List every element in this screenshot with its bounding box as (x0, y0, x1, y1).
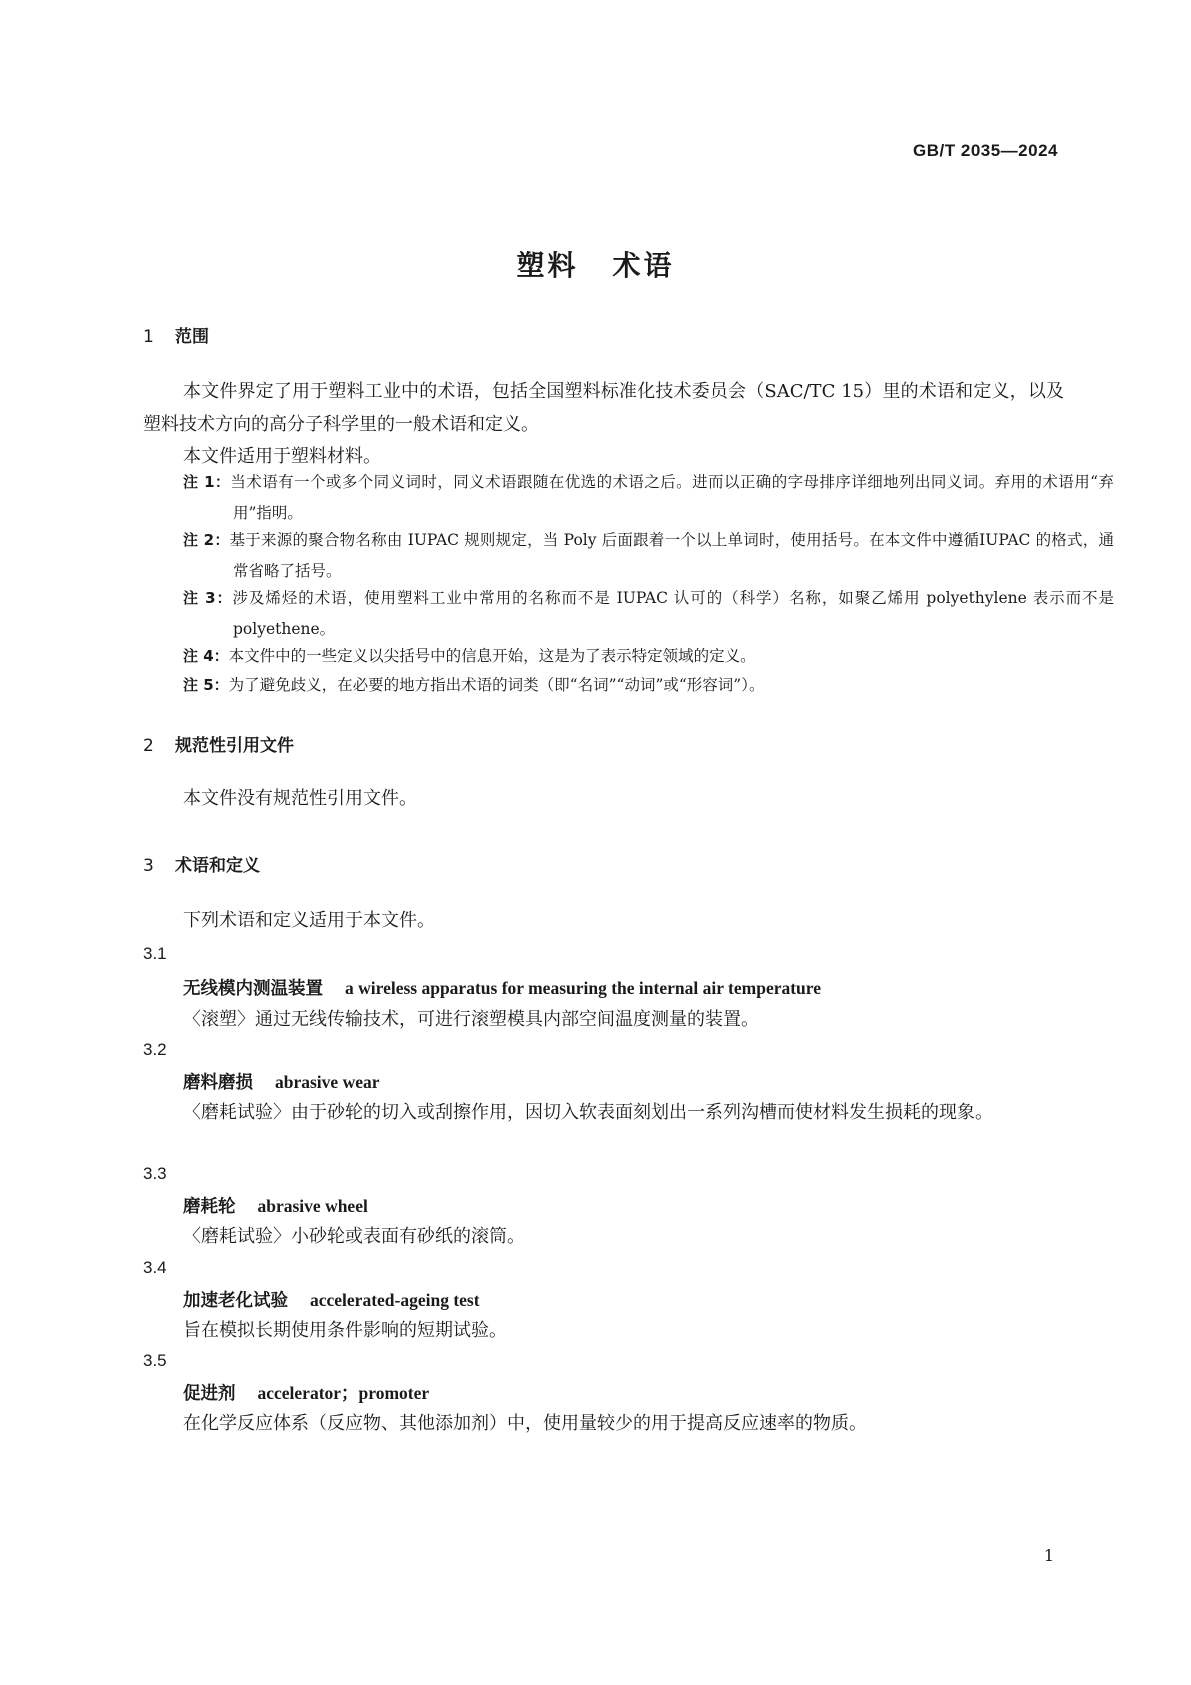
section-number: 3 (143, 856, 154, 876)
entry-number: 3.5 (143, 1351, 167, 1370)
note-text: 本文件中的一些定义以尖括号中的信息开始，这是为了表示特定领域的定义。 (228, 647, 756, 665)
note-text: 为了避免歧义，在必要的地方指出术语的词类（即“名词”“动词”或“形容词”）。 (228, 676, 765, 694)
entry-number: 3.2 (143, 1040, 167, 1059)
term-zh: 磨耗轮 (183, 1197, 236, 1217)
term (183, 1380, 429, 1405)
note-tag: 注 4： (183, 647, 229, 665)
term (183, 1287, 480, 1312)
note-text: 当术语有一个或多个同义词时，同义术语跟随在优选的术语之后。进而以正确的字母排序详细地列出同义词。弃用的术语用“弃用”指明。 (230, 473, 1114, 522)
note-1 (183, 467, 1114, 529)
term-definition: 〈磨耗试验〉由于砂轮的切入或刮擦作用，因切入软表面刻划出一系列沟槽而使材料发生损耗的现象。 (183, 1102, 993, 1123)
term-definition: 〈滚塑〉通过无线传输技术，可进行滚塑模具内部空间温度测量的装置。 (183, 1009, 759, 1030)
section-title: 范围 (175, 327, 209, 347)
term-zh: 无线模内测温装置 (183, 979, 323, 999)
section-heading-terms (143, 851, 260, 876)
note-2 (183, 525, 1114, 587)
terms-intro: 下列术语和定义适用于本文件。 (183, 910, 435, 931)
entry-number: 3.4 (143, 1258, 167, 1277)
note-4 (183, 641, 1114, 672)
note-tag: 注 2： (183, 531, 230, 549)
note-tag: 注 3： (183, 589, 233, 607)
section-title: 规范性引用文件 (175, 736, 294, 756)
term-zh: 磨料磨损 (183, 1073, 253, 1093)
term-zh: 加速老化试验 (183, 1291, 288, 1311)
section-heading-normative-references (143, 731, 294, 756)
term-en: abrasive wear (275, 1072, 380, 1092)
note-3 (183, 583, 1114, 645)
section-heading-scope (143, 322, 209, 347)
term-en: accelerator；promoter (257, 1383, 430, 1403)
note-text: 涉及烯烃的术语，使用塑料工业中常用的名称而不是 IUPAC 认可的（科学）名称，如聚乙烯用 polyethylene 表示而不是 polyethene。 (232, 589, 1114, 638)
scope-paragraph-2: 本文件适用于塑料材料。 (183, 446, 381, 467)
term (183, 975, 821, 1000)
note-tag: 注 5： (183, 676, 229, 694)
section-title: 术语和定义 (175, 856, 260, 876)
term (183, 1069, 380, 1094)
scope-paragraph-1: 本文件界定了用于塑料工业中的术语，包括全国塑料标准化技术委员会（SAC/TC 15）里的术语和定义，以及塑料技术方向的高分子科学里的一般术语和定义。 (143, 381, 1064, 435)
term-en: a wireless apparatus for measuring the internal air temperature (345, 978, 822, 998)
term-en: accelerated-ageing test (310, 1290, 480, 1310)
title-part-1: 塑料 (516, 249, 579, 282)
document-title (0, 244, 1191, 284)
normative-references-paragraph: 本文件没有规范性引用文件。 (183, 788, 417, 809)
term-definition: 在化学反应体系（反应物、其他添加剂）中，使用量较少的用于提高反应速率的物质。 (183, 1413, 867, 1434)
term-definition: 〈磨耗试验〉小砂轮或表面有砂纸的滚筒。 (183, 1226, 525, 1247)
entry-number: 3.3 (143, 1164, 167, 1183)
entry-number: 3.1 (143, 944, 167, 963)
term (183, 1193, 368, 1218)
section-number: 1 (143, 327, 154, 347)
note-tag: 注 1： (183, 473, 231, 491)
section-number: 2 (143, 736, 154, 756)
term-en: abrasive wheel (257, 1196, 368, 1216)
note-text: 基于来源的聚合物名称由 IUPAC 规则规定，当 Poly 后面跟着一个以上单词时，使用括号。在本文件中遵循IUPAC 的格式，通常省略了括号。 (229, 531, 1114, 580)
page-number: 1 (1043, 1546, 1054, 1565)
note-5 (183, 670, 1114, 701)
title-part-2: 术语 (612, 249, 675, 282)
document-number: GB/T 2035—2024 (913, 141, 1058, 160)
term-zh: 促进剂 (183, 1384, 236, 1404)
term-definition: 旨在模拟长期使用条件影响的短期试验。 (183, 1320, 507, 1341)
